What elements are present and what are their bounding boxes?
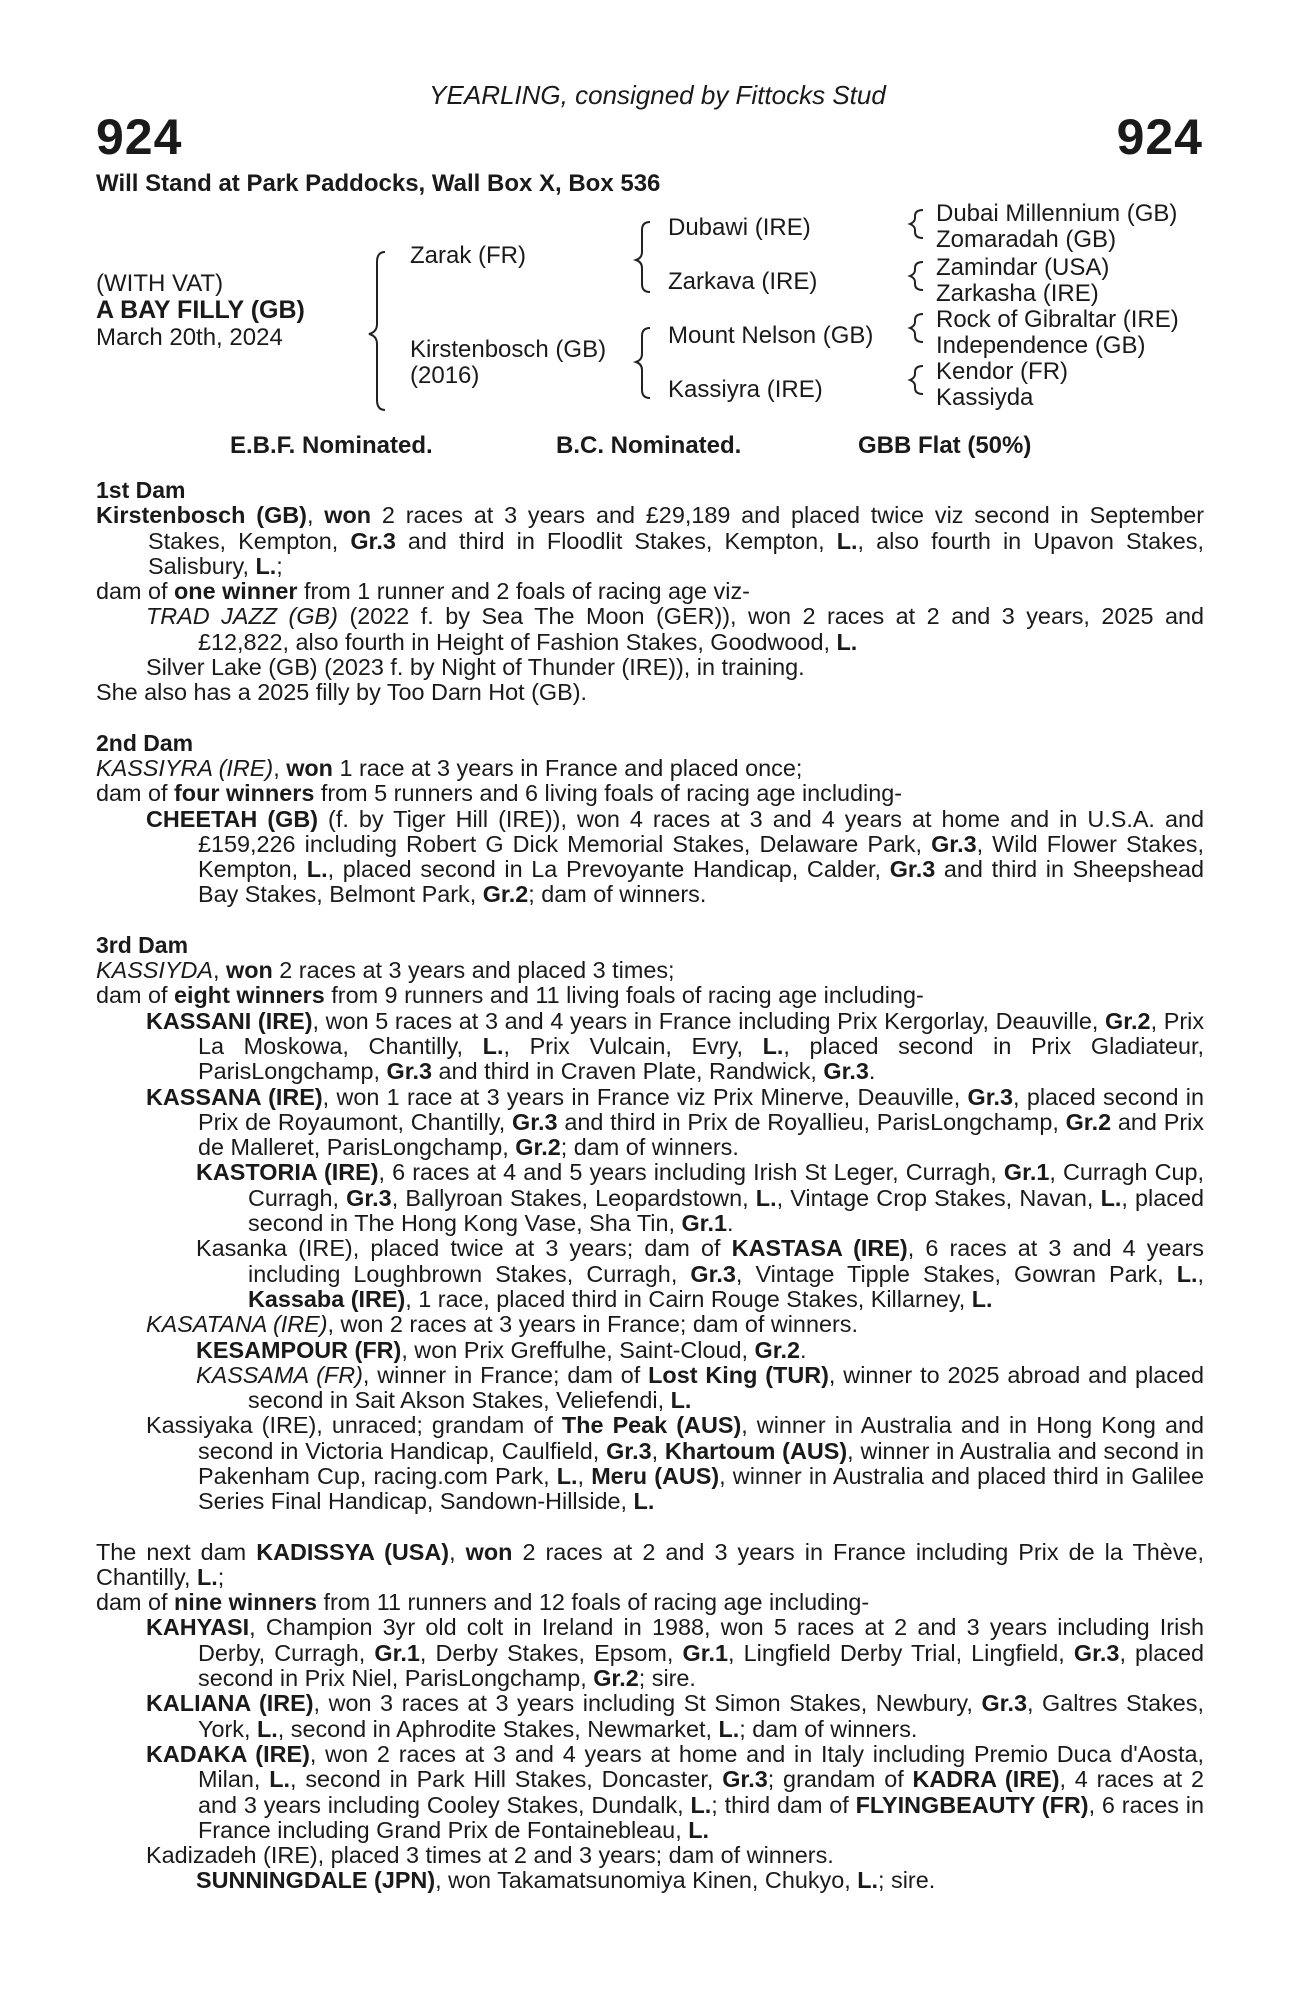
second-dam-produce: dam of four winners from 5 runners and 6 living foals of racing age including- [96, 780, 903, 807]
produce-sunningdale: SUNNINGDALE (JPN), won Takamatsunomiya Kinen, Chukyo, L.; sire. [196, 1867, 936, 1894]
produce-kastoria: KASTORIA (IRE), 6 races at 4 and 5 years including Irish St Leger, Curragh, Gr.1, Curragh Cup, Curragh, Gr.3, Ballyroan Stakes, Leopardstown, L., Vintage Crop Stakes, Navan, L., placed second in The Hong Kong Vase, Sha Tin, Gr.1. [196, 1159, 1204, 1237]
produce-kaliana: KALIANA (IRE), won 3 races at 3 years including St Simon Stakes, Newbury, Gr.3, Galtres Stakes, York, L., second in Aphrodite Stakes, Newmarket, L.; dam of winners. [146, 1690, 1204, 1742]
produce-kasanka: Kasanka (IRE), placed twice at 3 years; dam of KASTASA (IRE), 6 races at 3 and 4 years including Loughbrown Stakes, Curragh, Gr.3, Vintage Tipple Stakes, Gowran Park, L., Kassaba (IRE), 1 race, placed third in Cairn Rouge Stakes, Killarney, L. [196, 1235, 1204, 1312]
ggp-8: Kassiyda [936, 384, 1034, 411]
produce-kassani: KASSANI (IRE), won 5 races at 3 and 4 years in France including Prix Kergorlay, Deauville, Gr.2, Prix La Moskowa, Chantilly, L., Prix Vulcain, Evry, L., placed second in Prix Gladiateur, ParisLongchamp, Gr.3 and third in Craven Plate, Randwick, Gr.3. [146, 1007, 1205, 1085]
next-dam-produce: dam of nine winners from 11 runners and 12 foals of racing age including- [96, 1589, 870, 1616]
sire: Zarak (FR) [410, 242, 526, 269]
ggp-5: Rock of Gibraltar (IRE) [936, 306, 1179, 333]
second-dam-heading: 2nd Dam [96, 729, 194, 756]
produce-record [96, 478, 1204, 1894]
produce-kassama: KASSAMA (FR), winner in France; dam of Lost King (TUR), winner to 2025 abroad and placed second in Sait Akson Stakes, Veliefendi, L. [196, 1361, 1204, 1414]
dam-dam: Kassiyra (IRE) [668, 376, 823, 403]
produce-kadizadeh: Kadizadeh (IRE), placed 3 times at 2 and 3 years; dam of winners. [146, 1842, 834, 1869]
first-dam-foal: She also has a 2025 filly by Too Darn Hot (GB). [96, 679, 588, 706]
produce-kadaka: KADAKA (IRE), won 2 races at 3 and 4 years at home and in Italy including Premio Duca d'Aosta, Milan, L., second in Park Hill Stakes, Doncaster, Gr.3; grandam of KADRA (IRE), 4 races at 2 and 3 years including Cooley Stakes, Dundalk, L.; third dam of FLYINGBEAUTY (FR), 6 races in France including Grand Prix de Fontainebleau, L. [146, 1740, 1204, 1843]
second-dam-entry: KASSIYRA (IRE), won 1 race at 3 years in France and placed once; [96, 754, 803, 781]
first-dam-produce: dam of one winner from 1 runner and 2 foals of racing age viz- [96, 578, 750, 605]
third-dam-produce: dam of eight winners from 9 runners and 11 living foals of racing age including- [96, 982, 924, 1009]
produce-silver-lake: Silver Lake (GB) (2023 f. by Night of Thunder (IRE)), in training. [146, 654, 805, 681]
vat-label: (WITH VAT) [96, 270, 224, 297]
dam: Kirstenbosch (GB) [410, 336, 607, 363]
produce-kesampour: KESAMPOUR (FR), won Prix Greffulhe, Saint-Cloud, Gr.2. [196, 1336, 807, 1363]
foaling-date: March 20th, 2024 [96, 324, 283, 351]
ebf-nomination: E.B.F. Nominated. [230, 432, 433, 459]
sire-dam: Zarkava (IRE) [668, 268, 818, 295]
gbb-flat: GBB Flat (50%) [858, 432, 1032, 459]
stand-location: Will Stand at Park Paddocks, Wall Box X, Box 536 [96, 170, 661, 197]
produce-kassiyaka: Kassiyaka (IRE), unraced; grandam of The Peak (AUS), winner in Australia and in Hong Kong and second in Victoria Handicap, Caulfield, Gr.3, Khartoum (AUS), winner in Australia and second in Pakenham Cup, racing.com Park, L., Meru (AUS), winner in Australia and placed third in Galilee Series Final Handicap, Sandown-Hillside, L. [146, 1412, 1204, 1515]
ggp-2: Zomaradah (GB) [936, 226, 1117, 253]
lot-number-left: 924 [96, 109, 183, 165]
produce-trad-jazz: TRAD JAZZ (GB) (2022 f. by Sea The Moon (GER)), won 2 races at 2 and 3 years, 2025 and £12,822, also fourth in Height of Fashion Stakes, Goodwood, L. [146, 603, 1205, 655]
dam-sire: Mount Nelson (GB) [668, 322, 874, 349]
dam-year: (2016) [410, 362, 480, 389]
produce-kahyasi: KAHYASI, Champion 3yr old colt in Ireland in 1988, won 5 races at 2 and 3 years including Irish Derby, Curragh, Gr.1, Derby Stakes, Epsom, Gr.1, Lingfield Derby Trial, Lingfield, Gr.3, placed second in Prix Niel, ParisLongchamp, Gr.2; sire. [146, 1614, 1204, 1692]
ggp-3: Zamindar (USA) [936, 254, 1110, 281]
lot-number-right: 924 [1116, 109, 1203, 165]
horse-name: A BAY FILLY (GB) [96, 296, 305, 324]
first-dam-entry: Kirstenbosch (GB), won 2 races at 3 years and £29,189 and placed twice viz second in September Stakes, Kempton, Gr.3 and third in Floodlit Stakes, Kempton, L., also fourth in Upavon Stakes, Salisbury, L.; [96, 502, 1205, 579]
pedigree-table [0, 200, 1315, 420]
bc-nomination: B.C. Nominated. [556, 432, 742, 459]
third-dam-entry: KASSIYDA, won 2 races at 3 years and placed 3 times; [96, 957, 675, 984]
next-dam-entry: The next dam KADISSYA (USA), won 2 races at 2 and 3 years in France including Prix de la Thève, Chantilly, L.; [96, 1538, 1205, 1590]
ggp-6: Independence (GB) [936, 332, 1146, 359]
first-dam-heading: 1st Dam [96, 477, 186, 503]
sire-sire: Dubawi (IRE) [668, 214, 811, 241]
produce-kasatana: KASATANA (IRE), won 2 races at 3 years in France; dam of winners. [146, 1311, 858, 1338]
ggp-7: Kendor (FR) [936, 358, 1069, 385]
third-dam-heading: 3rd Dam [96, 931, 189, 958]
produce-kassana: KASSANA (IRE), won 1 race at 3 years in France viz Prix Minerve, Deauville, Gr.3, placed second in Prix de Royaumont, Chantilly, Gr.3 and third in Prix de Royallieu, ParisLongchamp, Gr.2 and Prix de Malleret, ParisLongchamp, Gr.2; dam of winners. [146, 1083, 1205, 1161]
ggp-1: Dubai Millennium (GB) [936, 200, 1178, 227]
produce-cheetah: CHEETAH (GB) (f. by Tiger Hill (IRE)), won 4 races at 3 and 4 years at home and in U.S.A. and £159,226 including Robert G Dick Memorial Stakes, Delaware Park, Gr.3, Wild Flower Stakes, Kempton, L., placed second in La Prevoyante Handicap, Calder, Gr.3 and third in Sheepshead Bay Stakes, Belmont Park, Gr.2; dam of winners. [146, 805, 1205, 908]
consignment-line: YEARLING, consigned by Fittocks Stud [429, 80, 886, 110]
ggp-4: Zarkasha (IRE) [936, 280, 1099, 307]
